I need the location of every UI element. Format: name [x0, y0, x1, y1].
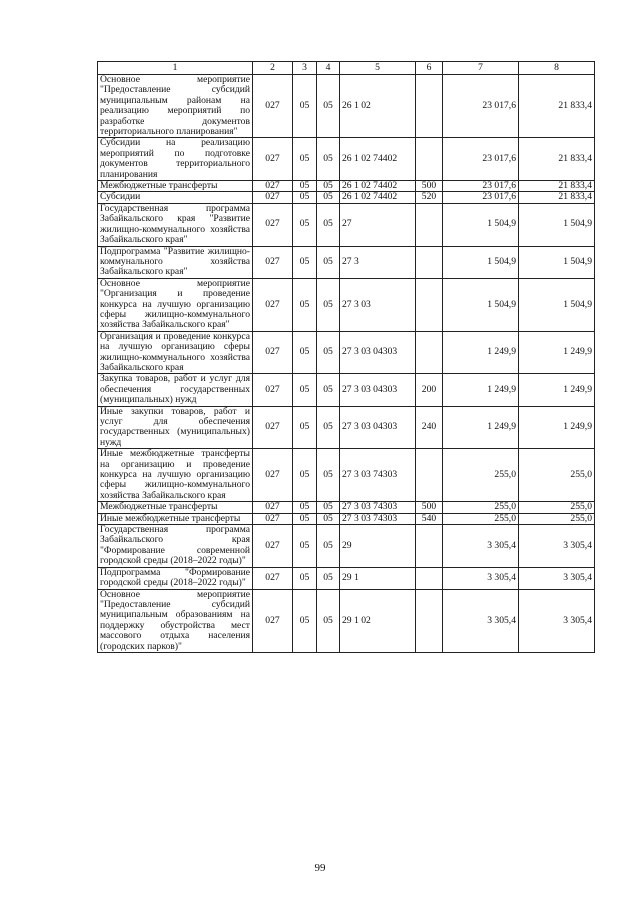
amount-year-1: 3 305,4: [443, 567, 519, 589]
column-header-1: 1: [98, 62, 253, 75]
column-header-7: 7: [443, 62, 519, 75]
section-code: 05: [293, 203, 317, 246]
expense-type-code: [416, 246, 443, 278]
row-description: Основное мероприятие "Организация и проведение конкурса на лучшую организацию сферы жилищно-коммунального хозяйства Забайкальского края": [98, 278, 253, 331]
section-code: 05: [293, 502, 317, 513]
ministry-code: 027: [253, 278, 293, 331]
amount-year-1: 3 305,4: [443, 589, 519, 652]
section-code: 05: [293, 192, 317, 203]
ministry-code: 027: [253, 75, 293, 138]
amount-year-2: 3 305,4: [519, 567, 595, 589]
expense-type-code: 520: [416, 192, 443, 203]
subsection-code: 05: [317, 138, 340, 181]
ministry-code: 027: [253, 138, 293, 181]
section-code: 05: [293, 513, 317, 524]
column-header-3: 3: [293, 62, 317, 75]
budget-table: [97, 61, 595, 653]
subsection-code: 05: [317, 278, 340, 331]
amount-year-2: 1 249,9: [519, 374, 595, 406]
target-article-code: 29 1: [340, 567, 416, 589]
amount-year-1: 1 504,9: [443, 203, 519, 246]
row-description: Субсидии на реализацию мероприятий по подготовке документов территориального планирования: [98, 138, 253, 181]
section-code: 05: [293, 567, 317, 589]
section-code: 05: [293, 246, 317, 278]
ministry-code: 027: [253, 331, 293, 374]
amount-year-1: 1 504,9: [443, 278, 519, 331]
table-row: [98, 75, 595, 138]
subsection-code: 05: [317, 567, 340, 589]
section-code: 05: [293, 138, 317, 181]
table-row: [98, 203, 595, 246]
amount-year-1: 3 305,4: [443, 525, 519, 568]
expense-type-code: [416, 525, 443, 568]
subsection-code: 05: [317, 406, 340, 449]
target-article-code: 26 1 02: [340, 75, 416, 138]
amount-year-1: 255,0: [443, 449, 519, 502]
subsection-code: 05: [317, 449, 340, 502]
expense-type-code: 200: [416, 374, 443, 406]
amount-year-2: 1 249,9: [519, 406, 595, 449]
target-article-code: 26 1 02 74402: [340, 192, 416, 203]
target-article-code: 27 3 03 04303: [340, 374, 416, 406]
section-code: 05: [293, 374, 317, 406]
subsection-code: 05: [317, 525, 340, 568]
ministry-code: 027: [253, 181, 293, 192]
ministry-code: 027: [253, 589, 293, 652]
section-code: 05: [293, 406, 317, 449]
row-description: Межбюджетные трансферты: [98, 181, 253, 192]
expense-type-code: 240: [416, 406, 443, 449]
row-description: Подпрограмма "Развитие жилищно-коммунального хозяйства Забайкальского края": [98, 246, 253, 278]
row-description: Субсидии: [98, 192, 253, 203]
amount-year-1: 1 249,9: [443, 374, 519, 406]
ministry-code: 027: [253, 246, 293, 278]
amount-year-1: 1 249,9: [443, 406, 519, 449]
table-row: [98, 181, 595, 192]
table-row: [98, 525, 595, 568]
amount-year-2: 21 833,4: [519, 138, 595, 181]
section-code: 05: [293, 181, 317, 192]
amount-year-1: 255,0: [443, 513, 519, 524]
ministry-code: 027: [253, 525, 293, 568]
ministry-code: 027: [253, 513, 293, 524]
page-number: 99: [314, 862, 326, 874]
target-article-code: 27 3 03 74303: [340, 449, 416, 502]
amount-year-2: 1 504,9: [519, 246, 595, 278]
section-code: 05: [293, 331, 317, 374]
amount-year-1: 23 017,6: [443, 75, 519, 138]
row-description: Государственная программа Забайкальского края "Формирование современной городской среды (2018–2022 годы)": [98, 525, 253, 568]
expense-type-code: [416, 75, 443, 138]
table-body: [98, 75, 595, 653]
subsection-code: 05: [317, 331, 340, 374]
amount-year-2: 255,0: [519, 502, 595, 513]
ministry-code: 027: [253, 567, 293, 589]
ministry-code: 027: [253, 406, 293, 449]
target-article-code: 27 3: [340, 246, 416, 278]
row-description: Основное мероприятие "Предоставление субсидий муниципальным районам на реализацию мероприятий по разработке документов территориального планирования": [98, 75, 253, 138]
expense-type-code: [416, 449, 443, 502]
ministry-code: 027: [253, 203, 293, 246]
column-header-5: 5: [340, 62, 416, 75]
subsection-code: 05: [317, 589, 340, 652]
row-description: Иные закупки товаров, работ и услуг для обеспечения государственных (муниципальных) нужд: [98, 406, 253, 449]
table-row: [98, 246, 595, 278]
amount-year-2: 3 305,4: [519, 589, 595, 652]
ministry-code: 027: [253, 374, 293, 406]
target-article-code: 26 1 02 74402: [340, 181, 416, 192]
table-row: [98, 138, 595, 181]
amount-year-2: 1 504,9: [519, 203, 595, 246]
expense-type-code: [416, 567, 443, 589]
expense-type-code: 540: [416, 513, 443, 524]
target-article-code: 26 1 02 74402: [340, 138, 416, 181]
amount-year-2: 1 249,9: [519, 331, 595, 374]
table-row: [98, 513, 595, 524]
row-description: Межбюджетные трансферты: [98, 502, 253, 513]
section-code: 05: [293, 75, 317, 138]
amount-year-1: 23 017,6: [443, 192, 519, 203]
target-article-code: 29: [340, 525, 416, 568]
amount-year-1: 1 249,9: [443, 331, 519, 374]
expense-type-code: [416, 138, 443, 181]
amount-year-1: 255,0: [443, 502, 519, 513]
target-article-code: 27 3 03 74303: [340, 502, 416, 513]
ministry-code: 027: [253, 192, 293, 203]
column-header-6: 6: [416, 62, 443, 75]
expense-type-code: [416, 589, 443, 652]
subsection-code: 05: [317, 192, 340, 203]
target-article-code: 29 1 02: [340, 589, 416, 652]
amount-year-2: 255,0: [519, 449, 595, 502]
subsection-code: 05: [317, 246, 340, 278]
row-description: Подпрограмма "Формирование городской среды (2018–2022 годы)": [98, 567, 253, 589]
amount-year-2: 21 833,4: [519, 192, 595, 203]
expense-type-code: 500: [416, 181, 443, 192]
subsection-code: 05: [317, 374, 340, 406]
subsection-code: 05: [317, 513, 340, 524]
table-row: [98, 449, 595, 502]
table-row: [98, 589, 595, 652]
amount-year-2: 3 305,4: [519, 525, 595, 568]
amount-year-2: 255,0: [519, 513, 595, 524]
amount-year-2: 21 833,4: [519, 181, 595, 192]
column-header-8: 8: [519, 62, 595, 75]
row-description: Иные межбюджетные трансферты: [98, 513, 253, 524]
amount-year-1: 23 017,6: [443, 181, 519, 192]
target-article-code: 27 3 03 74303: [340, 513, 416, 524]
row-description: Государственная программа Забайкальского края "Развитие жилищно-коммунального хозяйства Забайкальского края": [98, 203, 253, 246]
subsection-code: 05: [317, 203, 340, 246]
table-row: [98, 331, 595, 374]
section-code: 05: [293, 525, 317, 568]
expense-type-code: 500: [416, 502, 443, 513]
table-row: [98, 374, 595, 406]
row-description: Основное мероприятие "Предоставление субсидий муниципальным образованиям на поддержку обустройства мест массового отдыха населения (городских парков)": [98, 589, 253, 652]
target-article-code: 27 3 03 04303: [340, 331, 416, 374]
amount-year-1: 23 017,6: [443, 138, 519, 181]
target-article-code: 27: [340, 203, 416, 246]
amount-year-2: 1 504,9: [519, 278, 595, 331]
section-code: 05: [293, 449, 317, 502]
row-description: Иные межбюджетные трансферты на организацию и проведение конкурса на лучшую организацию сферы жилищно-коммунального хозяйства Забайкальского края: [98, 449, 253, 502]
column-header-4: 4: [317, 62, 340, 75]
target-article-code: 27 3 03 04303: [340, 406, 416, 449]
section-code: 05: [293, 278, 317, 331]
subsection-code: 05: [317, 181, 340, 192]
table-row: [98, 567, 595, 589]
column-header-2: 2: [253, 62, 293, 75]
expense-type-code: [416, 203, 443, 246]
subsection-code: 05: [317, 75, 340, 138]
subsection-code: 05: [317, 502, 340, 513]
table-header-row: [98, 62, 595, 75]
table-row: [98, 192, 595, 203]
expense-type-code: [416, 278, 443, 331]
row-description: Закупка товаров, работ и услуг для обеспечения государственных (муниципальных) нужд: [98, 374, 253, 406]
table-row: [98, 278, 595, 331]
table-row: [98, 502, 595, 513]
row-description: Организация и проведение конкурса на лучшую организацию сферы жилищно-коммунального хозяйства Забайкальского края: [98, 331, 253, 374]
ministry-code: 027: [253, 502, 293, 513]
amount-year-1: 1 504,9: [443, 246, 519, 278]
table-row: [98, 406, 595, 449]
amount-year-2: 21 833,4: [519, 75, 595, 138]
expense-type-code: [416, 331, 443, 374]
ministry-code: 027: [253, 449, 293, 502]
section-code: 05: [293, 589, 317, 652]
target-article-code: 27 3 03: [340, 278, 416, 331]
